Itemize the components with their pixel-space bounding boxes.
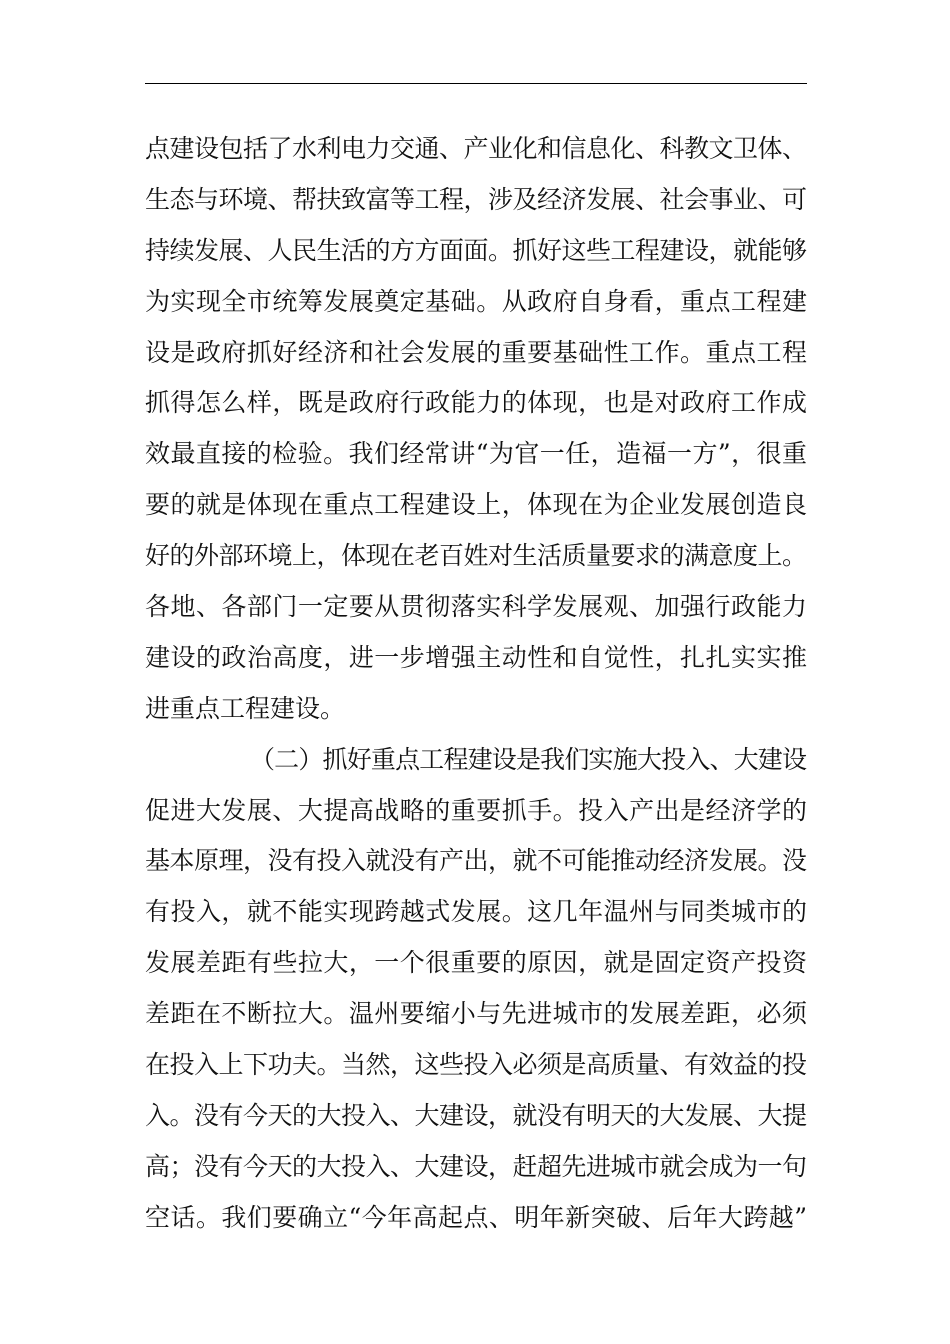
text-line: 促进大发展、大提高战略的重要抓手。投入产出是经济学的 — [145, 795, 808, 825]
text-line: 有投入，就不能实现跨越式发展。这几年温州与同类城市的 — [145, 897, 808, 927]
header-rule — [145, 83, 807, 84]
text-line: 入。没有今天的大投入、大建设，就没有明天的大发展、大提 — [145, 1100, 807, 1130]
text-line: 各地、各部门一定要从贯彻落实科学发展观、加强行政能力 — [145, 592, 808, 622]
text-line: 进重点工程建设。 — [145, 693, 346, 723]
text-line: 好的外部环境上，体现在老百姓对生活质量要求的满意度上。 — [145, 541, 807, 571]
text-line: 要的就是体现在重点工程建设上，体现在为企业发展创造良 — [145, 490, 808, 520]
text-line: 高；没有今天的大投入、大建设，赶超先进城市就会成为一句 — [145, 1151, 807, 1181]
text-line: 为实现全市统筹发展奠定基础。从政府自身看，重点工程建 — [145, 286, 808, 316]
text-line: 基本原理，没有投入就没有产出，就不可能推动经济发展。没 — [145, 846, 807, 876]
text-line: 发展差距有些拉大，一个很重要的原因，就是固定资产投资 — [145, 948, 808, 978]
section-heading-line: （二）抓好重点工程建设是我们实施大投入、大建设 — [250, 744, 807, 774]
text-line: 效最直接的检验。我们经常讲“为官一任，造福一方”，很重 — [145, 439, 808, 469]
text-line: 设是政府抓好经济和社会发展的重要基础性工作。重点工程 — [145, 337, 808, 367]
text-line: 抓得怎么样，既是政府行政能力的体现，也是对政府工作成 — [145, 388, 808, 418]
document-body — [145, 124, 807, 1244]
text-line: 点建设包括了水利电力交通、产业化和信息化、科教文卫体、 — [145, 134, 807, 163]
text-line: 建设的政治高度，进一步增强主动性和自觉性，扎扎实实推 — [145, 642, 808, 672]
text-line: 生态与环境、帮扶致富等工程，涉及经济发展、社会事业、可 — [145, 184, 807, 214]
text-line: 在投入上下功夫。当然，这些投入必须是高质量、有效益的投 — [145, 1050, 807, 1080]
text-line: 差距在不断拉大。温州要缩小与先进城市的发展差距，必须 — [145, 999, 808, 1029]
text-line: 空话。我们要确立“今年高起点、明年新突破、后年大跨越” — [145, 1202, 808, 1232]
text-line: 持续发展、人民生活的方方面面。抓好这些工程建设，就能够 — [145, 235, 807, 265]
